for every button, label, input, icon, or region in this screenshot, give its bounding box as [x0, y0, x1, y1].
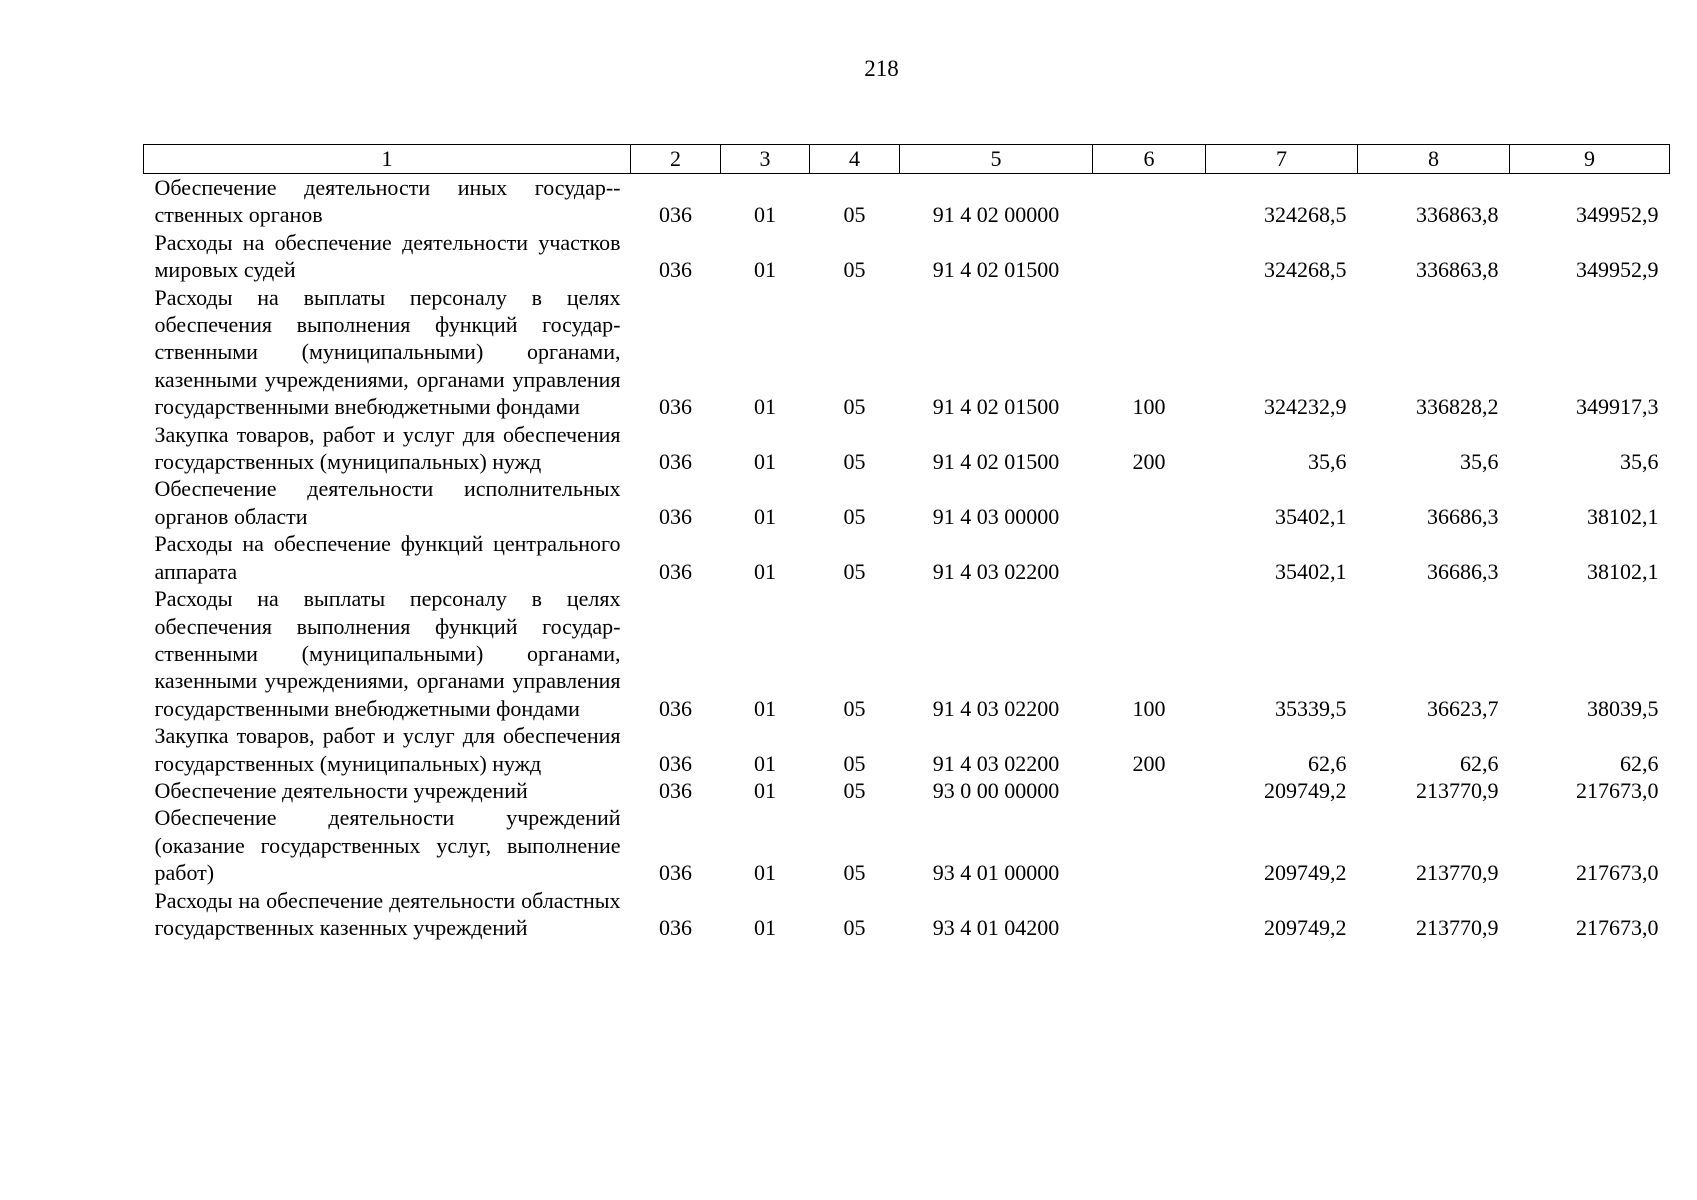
table-row [144, 174, 1670, 229]
row-name: Закупка товаров, работ и услуг для обеспечения государственных (муниципальных) нужд [154, 723, 621, 776]
amount-col-8: 213770,9 [1416, 860, 1499, 886]
subsection-code: 05 [843, 394, 866, 420]
amount-col-9: 349952,9 [1576, 202, 1659, 228]
row-name: Расходы на выплаты персоналу в целях обеспечения выполнения функций государственными (муниципальными) органами, казенными учреждениями, органами управления государственными внебюджетными фондами [154, 586, 621, 721]
ministry-code: 036 [659, 750, 692, 776]
subsection-code: 05 [843, 503, 866, 529]
target-article-code: 91 4 02 01500 [932, 449, 1060, 475]
budget-table [143, 144, 1670, 941]
amount-col-8: 62,6 [1460, 750, 1499, 776]
section-code: 01 [754, 202, 776, 228]
expense-type-code [1093, 530, 1206, 585]
amount-col-9: 62,6 [1620, 750, 1659, 776]
page-number: 218 [864, 56, 899, 81]
subsection-code: 05 [843, 202, 866, 228]
section-code: 01 [754, 695, 776, 721]
target-article-code: 91 4 02 00000 [932, 202, 1060, 228]
expense-type-code: 100 [1132, 394, 1166, 420]
row-name: Обеспечение деятельности учреждений [154, 777, 528, 803]
amount-col-9: 38102,1 [1587, 503, 1659, 529]
target-article-code: 93 4 01 00000 [932, 860, 1060, 886]
amount-col-9: 349952,9 [1576, 257, 1659, 283]
ministry-code: 036 [659, 777, 692, 803]
subsection-code: 05 [843, 750, 866, 776]
amount-col-9: 217673,0 [1576, 860, 1659, 886]
amount-col-7: 209749,2 [1264, 777, 1347, 803]
section-code: 01 [754, 777, 776, 803]
amount-col-8: 213770,9 [1416, 777, 1499, 803]
amount-col-8: 36686,3 [1427, 558, 1499, 584]
amount-col-8: 35,6 [1460, 449, 1499, 475]
row-name: Обеспечение деятельности учреждений (оказание государственных услуг, выполнение работ) [154, 805, 621, 886]
amount-col-9: 349917,3 [1576, 394, 1659, 420]
ministry-code: 036 [659, 394, 692, 420]
header-cell-1: 1 [144, 145, 631, 174]
ministry-code: 036 [659, 860, 692, 886]
subsection-code: 05 [843, 449, 866, 475]
table-row [144, 804, 1670, 886]
ministry-code: 036 [659, 503, 692, 529]
table-row [144, 421, 1670, 476]
header-cell-5: 5 [900, 145, 1093, 174]
target-article-code: 91 4 02 01500 [932, 257, 1060, 283]
target-article-code: 93 4 01 04200 [932, 914, 1060, 940]
row-name: Расходы на обеспечение деятельности участков мировых судей [154, 229, 621, 283]
amount-col-8: 336863,8 [1416, 202, 1499, 228]
table-row [144, 475, 1670, 530]
ministry-code: 036 [659, 914, 692, 940]
amount-col-7: 209749,2 [1264, 860, 1347, 886]
target-article-code: 91 4 03 02200 [932, 750, 1060, 776]
target-article-code: 91 4 03 02200 [932, 558, 1060, 584]
section-code: 01 [754, 914, 776, 940]
amount-col-7: 324232,9 [1264, 394, 1347, 420]
amount-col-7: 324268,5 [1264, 257, 1347, 283]
ministry-code: 036 [659, 695, 692, 721]
amount-col-7: 35402,1 [1275, 558, 1347, 584]
table-row [144, 777, 1670, 804]
table-row [144, 530, 1670, 585]
ministry-code: 036 [659, 558, 692, 584]
table-row [144, 722, 1670, 777]
target-article-code: 91 4 02 01500 [932, 394, 1060, 420]
row-name: Обеспечение деятельности исполнительных органов области [154, 476, 621, 529]
header-cell-9: 9 [1510, 145, 1670, 174]
header-cell-7: 7 [1206, 145, 1358, 174]
amount-col-8: 36623,7 [1427, 695, 1499, 721]
section-code: 01 [754, 449, 776, 475]
section-code: 01 [754, 394, 776, 420]
header-cell-6: 6 [1093, 145, 1206, 174]
expense-type-code [1093, 229, 1206, 284]
table-row [144, 229, 1670, 284]
section-code: 01 [754, 558, 776, 584]
subsection-code: 05 [843, 558, 866, 584]
amount-col-8: 36686,3 [1427, 503, 1499, 529]
ministry-code: 036 [659, 257, 692, 283]
row-name: Расходы на выплаты персоналу в целях обеспечения выполнения функций государственными (муниципальными) органами, казенными учреждениями, органами управления государственными внебюджетными фондами [154, 284, 621, 420]
expense-type-code [1093, 804, 1206, 886]
amount-col-7: 35339,5 [1275, 695, 1347, 721]
target-article-code: 91 4 03 00000 [932, 503, 1060, 529]
target-article-code: 93 0 00 00000 [932, 777, 1060, 803]
expense-type-code [1093, 887, 1206, 942]
section-code: 01 [754, 750, 776, 776]
subsection-code: 05 [843, 695, 866, 721]
ministry-code: 036 [659, 202, 692, 228]
row-name: Закупка товаров, работ и услуг для обеспечения государственных (муниципальных) нужд [154, 421, 621, 475]
amount-col-8: 336863,8 [1416, 257, 1499, 283]
expense-type-code [1093, 777, 1206, 804]
table-row [144, 284, 1670, 421]
amount-col-7: 62,6 [1308, 750, 1347, 776]
header-cell-2: 2 [631, 145, 721, 174]
target-article-code: 91 4 03 02200 [932, 695, 1060, 721]
section-code: 01 [754, 257, 776, 283]
expense-type-code [1093, 174, 1206, 229]
amount-col-9: 35,6 [1620, 449, 1659, 475]
expense-type-code [1093, 475, 1206, 530]
subsection-code: 05 [843, 914, 866, 940]
row-name: Расходы на обеспечение деятельности областных государственных казенных учреждений [154, 887, 621, 940]
amount-col-9: 38102,1 [1587, 558, 1659, 584]
header-cell-3: 3 [721, 145, 810, 174]
table-row [144, 887, 1670, 942]
expense-type-code: 200 [1132, 750, 1166, 776]
amount-col-8: 213770,9 [1416, 914, 1499, 940]
ministry-code: 036 [659, 449, 692, 475]
section-code: 01 [754, 503, 776, 529]
header-cell-8: 8 [1358, 145, 1510, 174]
amount-col-7: 324268,5 [1264, 202, 1347, 228]
amount-col-9: 217673,0 [1576, 777, 1659, 803]
table-row [144, 585, 1670, 722]
row-name: Обеспечение деятельности иных государ-ственных органов [154, 175, 621, 228]
subsection-code: 05 [843, 860, 866, 886]
amount-col-9: 38039,5 [1587, 695, 1659, 721]
expense-type-code: 100 [1132, 695, 1166, 721]
amount-col-8: 336828,2 [1416, 394, 1499, 420]
amount-col-7: 35,6 [1308, 449, 1347, 475]
amount-col-7: 209749,2 [1264, 914, 1347, 940]
section-code: 01 [754, 860, 776, 886]
header-cell-4: 4 [810, 145, 900, 174]
subsection-code: 05 [843, 257, 866, 283]
amount-col-7: 35402,1 [1275, 503, 1347, 529]
amount-col-9: 217673,0 [1576, 914, 1659, 940]
row-name: Расходы на обеспечение функций центрального аппарата [154, 531, 621, 584]
subsection-code: 05 [843, 777, 866, 803]
header-row [144, 145, 1670, 174]
expense-type-code: 200 [1132, 449, 1166, 475]
